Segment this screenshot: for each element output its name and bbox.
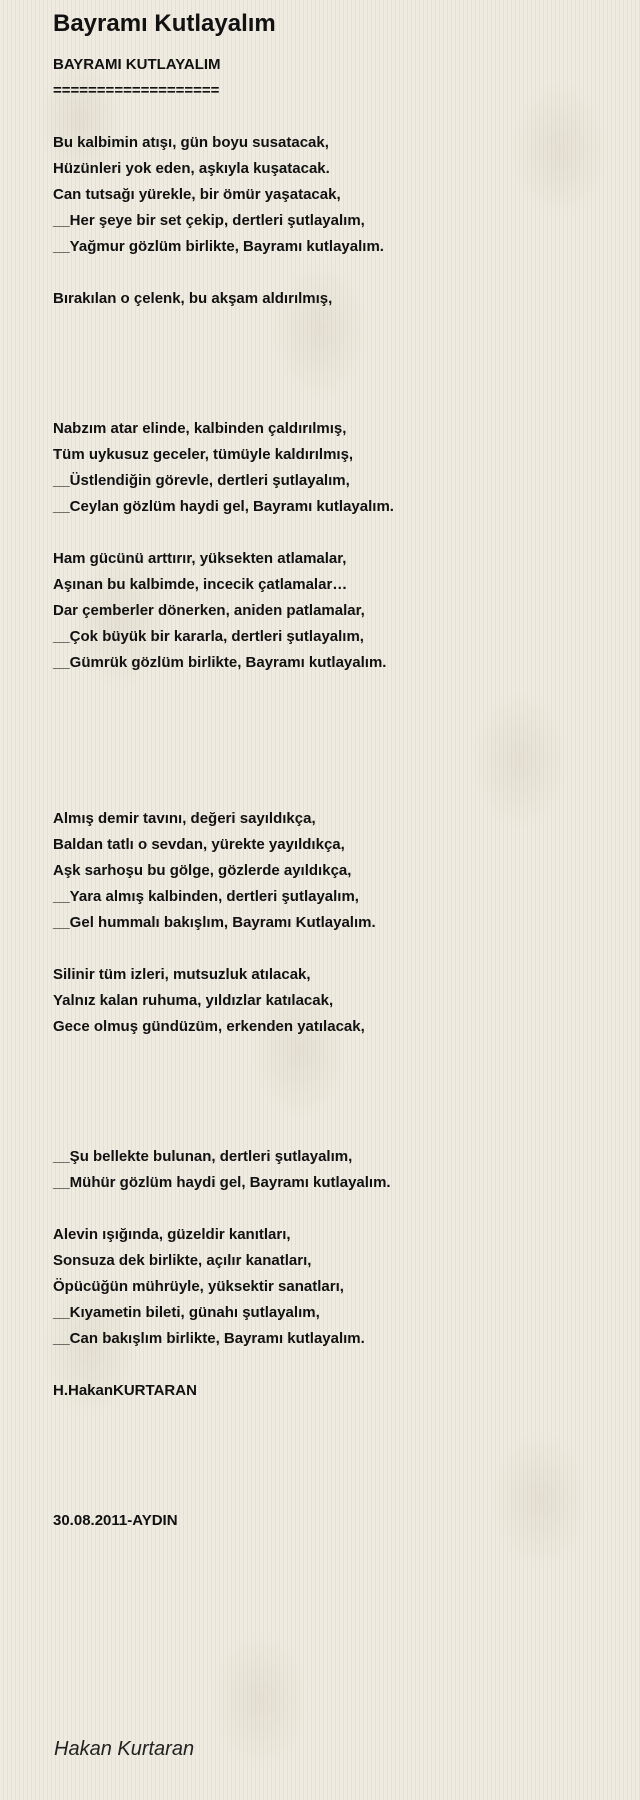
- poem-line: Tüm uykusuz geceler, tümüyle kaldırılmış,: [53, 446, 354, 463]
- poem-author: H.HakanKURTARAN: [53, 1382, 197, 1399]
- poem-line: __Üstlendiğin görevle, dertleri şutlayalım,: [53, 472, 350, 489]
- poem-line: Yalnız kalan ruhuma, yıldızlar katılacak,: [53, 992, 334, 1009]
- poem-line: Can tutsağı yürekle, bir ömür yaşatacak,: [53, 186, 341, 203]
- poem-line: Nabzım atar elinde, kalbinden çaldırılmış,: [53, 420, 347, 437]
- stanza-2: [53, 286, 613, 312]
- poem-line: __Şu bellekte bulunan, dertleri şutlayalım,: [53, 1148, 353, 1165]
- stanza-3: [53, 416, 613, 520]
- poem-line: Bu kalbimin atışı, gün boyu susatacak,: [53, 134, 329, 151]
- poem-line: Bırakılan o çelenk, bu akşam aldırılmış,: [53, 290, 333, 307]
- poem-line: Öpücüğün mührüyle, yüksektir sanatları,: [53, 1278, 344, 1295]
- poem-line: __Çok büyük bir kararla, dertleri şutlayalım,: [53, 628, 364, 645]
- stanza-4: [53, 546, 613, 676]
- poem-line: __Her şeye bir set çekip, dertleri şutlayalım,: [53, 212, 365, 229]
- stanza-7: [53, 1144, 613, 1196]
- poem-line: Almış demir tavını, değeri sayıldıkça,: [53, 810, 316, 827]
- poem-line: __Mühür gözlüm haydi gel, Bayramı kutlayalım.: [53, 1174, 391, 1191]
- poem-line: __Yağmur gözlüm birlikte, Bayramı kutlayalım.: [53, 238, 384, 255]
- stanza-6: [53, 962, 613, 1040]
- stanza-1: [53, 130, 613, 260]
- poem-line: Ham gücünü arttırır, yüksekten atlamalar,: [53, 550, 347, 567]
- poem-heading: BAYRAMI KUTLAYALIM: [53, 56, 221, 73]
- poem-line: Aşk sarhoşu bu gölge, gözlerde ayıldıkça,: [53, 862, 352, 879]
- poem-line: Hüzünleri yok eden, aşkıyla kuşatacak.: [53, 160, 330, 177]
- poem-rule: ===================: [53, 82, 220, 99]
- poem-line: Aşınan bu kalbimde, incecik çatlamalar…: [53, 576, 348, 593]
- author-signature: Hakan Kurtaran: [54, 1738, 195, 1760]
- poem-line: Dar çemberler dönerken, aniden patlamalar,: [53, 602, 365, 619]
- page-title: Bayramı Kutlayalım: [53, 10, 276, 37]
- poem-line: Sonsuza dek birlikte, açılır kanatları,: [53, 1252, 312, 1269]
- poem-line: __Gel hummalı bakışlım, Bayramı Kutlayalım.: [53, 914, 376, 931]
- poem-line: Baldan tatlı o sevdan, yürekte yayıldıkça,: [53, 836, 345, 853]
- stanza-8: [53, 1222, 613, 1352]
- stanza-5: [53, 806, 613, 936]
- poem-line: __Kıyametin bileti, günahı şutlayalım,: [53, 1304, 320, 1321]
- poem-line: Alevin ışığında, güzeldir kanıtları,: [53, 1226, 291, 1243]
- poem-line: __Can bakışlım birlikte, Bayramı kutlayalım.: [53, 1330, 365, 1347]
- poem-date: 30.08.2011-AYDIN: [53, 1512, 178, 1529]
- poem-line: __Yara almış kalbinden, dertleri şutlayalım,: [53, 888, 359, 905]
- poem-line: __Ceylan gözlüm haydi gel, Bayramı kutlayalım.: [53, 498, 394, 515]
- poem-body: [53, 52, 613, 1534]
- poem-line: Gece olmuş gündüzüm, erkenden yatılacak,: [53, 1018, 365, 1035]
- poem-line: Silinir tüm izleri, mutsuzluk atılacak,: [53, 966, 311, 983]
- poem-line: __Gümrük gözlüm birlikte, Bayramı kutlayalım.: [53, 654, 387, 671]
